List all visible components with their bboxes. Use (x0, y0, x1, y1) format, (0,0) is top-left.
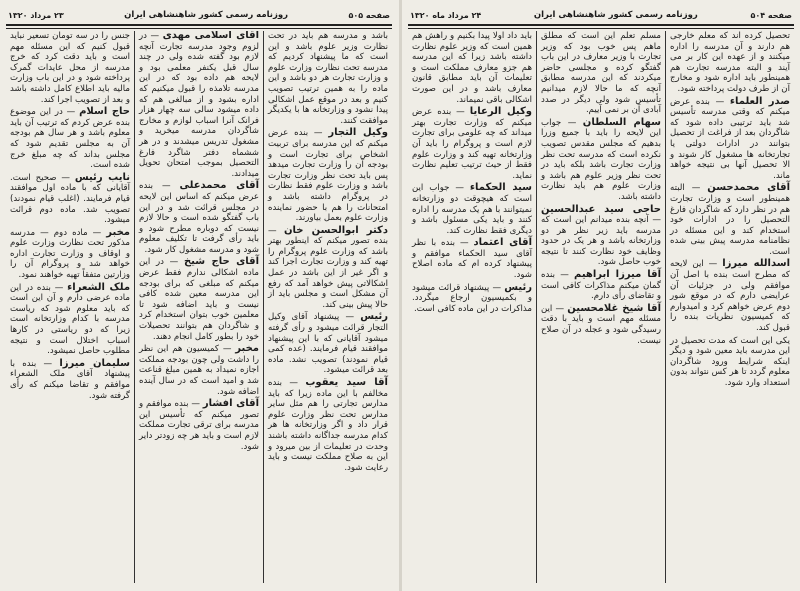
speaker-heading: سلیمان میرزا (59, 357, 131, 369)
paragraph-text: — بنده عرض میکنم که اساس این لایحه در مجلس قرائت شد و در این باب گفتگو شده است و حالا لازم نیست که دوباره مطرح شود و باید رأی گرفت تا تکلیف معلوم شود و مدرسه مشغول کار شود. (139, 181, 259, 255)
paragraph (10, 31, 130, 105)
paragraph-text: — بنده با پیشنهاد آقای ملک الشعراء موافقم و تقاضا میکنم که رأی گرفته شود. (10, 358, 130, 401)
speaker-heading: آقای محمدحسن (707, 182, 791, 194)
left-page (0, 0, 398, 591)
paragraph-text: — بنده عرض میکنم که وقتی مدرسه تأسیس شد باید ترتیبی داده شود که شاگردان بعد از فراغت از تحصیل بتوانند در ادارات دولتی یا تجارتخانه ها مشغول کار شوند و الا تحصیل آنها بی نتیجه خواهد ماند. (670, 96, 790, 181)
paragraph-text: — کمیسیون هم این نظر را داشت ولی چون بودجه مملکت اجازه نمیداد به همین مبلغ قناعت شد و امید است که در سال آینده اضافه شود. (139, 344, 259, 397)
paragraph-text: — ماده دوم — مدرسه مذکور تحت نظارت وزارت علوم و اوقاف و وزارت تجارت اداره خواهد شد و پروگرام آن را وزارتین متفقاً تهیه خواهند نمود. (10, 227, 130, 281)
paragraph-text: باشد و مدرسه هم باید در تحت نظارت وزیر علوم باشد و این است که ما پیشنهاد کردیم که مدرسه تحت نظارت وزارت علوم و وزارت تجارت هر دو باشد و این ماده را به همین ترتیب تصویب کنیم و بعد در موقع عمل اشکالی پیدا نشود و وزارتخانه ها با یکدیگر موافقت کنند. (268, 31, 388, 126)
paragraph-text: — جواب این لایحه را باید با جمیع وزرا بدهیم که مجلس مقدس تصویب نکرده است که مدرسه تحت نظر وزارت تجارت باشد بلکه باید در تحت نظر وزیر علوم هم باشد و وزارت علوم هم باید نظارت داشته باشد. (541, 117, 661, 202)
paragraph-text: — بنده در این ماده عرضی دارم و آن این است که باید معلوم شود که ریاست مدرسه با کدام وزارتخانه است زیرا که دو ریاستی در کارها اسباب اختلال است و نتیجه مطلوب حاصل نمیشود. (10, 282, 130, 357)
speaker-heading: آقا شیخ غلامحسین (567, 302, 661, 314)
speaker-heading: سید الحکماء (469, 182, 533, 194)
paragraph (541, 304, 661, 346)
page-date: ۲۳ مرداد ۱۳۲۰ (8, 10, 64, 20)
paragraph (10, 173, 130, 226)
speaker-heading: وکیل الرعایا (469, 106, 532, 118)
columns (408, 31, 794, 583)
paragraph (268, 31, 388, 126)
text-column (408, 31, 536, 583)
paragraph (412, 107, 532, 181)
speaker-heading: آقا سید یعقوب (305, 377, 388, 388)
paragraph-text: — پیشنهاد قرائت میشود و بکمیسیون ارجاع میگردد. مذاکرات در این ماده کافی است. (412, 282, 532, 314)
speaker-heading: مخبر (106, 226, 130, 238)
paragraph (670, 336, 790, 389)
speaker-heading: حاج اسلام (79, 106, 130, 118)
paragraph (412, 183, 532, 236)
paragraph-text: — بنده عرض میکنم که وزارت تجارت بهتر میداند که چه علومی برای تجارت لازم است و پروگرام را باید آن وزارتخانه تهیه کند و وزارت علوم فقط از حیث ترتیب تعلیم نظارت نماید. (412, 107, 532, 181)
speaker-heading: رئیس (360, 311, 389, 323)
paragraph (268, 378, 388, 473)
paragraph-text: — بنده تصور میکنم که اینطور بهتر باشد که وزارت علوم پروگرام را تهیه کند و وزارت تجارت اجرا کند و اگر غیر از این باشد در عمل اشکالاتی پیش خواهد آمد که رفع آن مشکل است و مجلس باید از حالا پیش بینی کند. (268, 225, 388, 310)
right-page (402, 0, 800, 591)
paragraph (10, 228, 130, 281)
page-number: صفحه ۵۰۴ (750, 10, 792, 20)
paragraph-text: باید داد اولا پیدا بکنیم و راهش هم همین است که وزیر علوم نظارت داشته باشد زیرا که این مدرسه هم جزو معارف مملکت است و تعلیمات آن باید مطابق قانون معارف باشد و در این صورت اشکالی باقی نمیماند. (412, 31, 532, 105)
paragraph-text: — پیشنهاد آقای وکیل التجار قرائت میشود و رأی گرفته میشود آقایانی که با این پیشنهاد موافقند قیام فرمایند. (عده کمی قیام نمودند) تصویب نشد. ماده بعد قرائت میشود. (268, 312, 388, 376)
speaker-heading: سهام السلطان (582, 116, 661, 128)
header-rule (6, 24, 392, 29)
newspaper-title: روزنامه رسمی کشور شاهنشاهی ایران (533, 10, 698, 20)
speaker-heading: اسدالله میرزا (722, 258, 791, 270)
page-number: صفحه ۵۰۵ (348, 10, 390, 20)
paragraph (412, 238, 532, 280)
paragraph-text: جنس را در سه تومان تسعیر نباید قبول کنیم که این مسئله مهم است و باید دقت کرد که خرج مدرسه از محل عایدات گمرک پرداخته شود و در این باب وزارت مالیه باید اطلاع کامل داشته باشد و بعد از تصویب اجرا کند. (10, 31, 130, 105)
paragraph (670, 259, 790, 333)
speaker-heading: آقای اسلامی مهدی (162, 31, 259, 41)
columns (6, 31, 392, 583)
page-header (8, 8, 390, 22)
header-rule (408, 24, 794, 29)
paragraph (139, 399, 259, 452)
paragraph-text: یکی این است که مدت تحصیل در این مدرسه باید معین شود و دیگر اینکه شرایط ورود شاگردان معلوم گردد تا هر کس نتواند بدون استعداد وارد شود. (670, 335, 790, 388)
text-column (536, 31, 665, 583)
paragraph-text: — بنده با نظر آقای سید الحکماء موافقم و پیشنهاد کرده ام که ماده اصلاح شود. (412, 238, 532, 281)
paragraph (670, 97, 790, 182)
paragraph-text: — صحیح است. آقایانی که با ماده اول موافقند قیام فرمایند. (اغلب قیام نمودند) تصویب شد. ماده دوم قرائت میشود. (10, 172, 130, 226)
paragraph-text: تحصیل کرده اند که معلم خارجی هم دارند و آن مدرسه را اداره میکنند و از عهده این کار بر می آیند و البته مدرسه تجارت هم همینطور باید اداره شود و مخارج آن از طرف دولت پرداخته شود. (670, 31, 790, 94)
speaker-heading: مخبر (235, 343, 259, 355)
paragraph (541, 270, 661, 302)
paragraph-text: — آنچه بنده میدانم این است که مدرسه باید زیر نظر هر دو وزارتخانه باشد و هر یک در حدود وظایف خود نظارت کنند تا نتیجه خوب حاصل شود. (541, 215, 661, 268)
speaker-heading: آقای محمدعلی (179, 180, 259, 192)
speaker-heading: آقا میرزا ابراهیم (574, 269, 661, 281)
newspaper-title: روزنامه رسمی کشور شاهنشاهی ایران (124, 10, 289, 20)
paragraph (670, 183, 790, 257)
paragraph (670, 31, 790, 95)
paragraph (412, 31, 532, 105)
speaker-heading: آقای افشار (202, 398, 260, 410)
page-spine (399, 0, 402, 591)
paragraph (10, 283, 130, 357)
speaker-heading: آقای اعتماد (473, 237, 533, 249)
page-date: ۲۴ مرداد ماه ۱۳۲۰ (410, 10, 482, 20)
speaker-heading: وکیل التجار (328, 127, 388, 139)
paragraph (139, 344, 259, 397)
paragraph (139, 181, 259, 255)
paragraph-text: — بنده عرض میکنم که این مدرسه برای تربیت اشخاص برای تجارت است و بودجه آن را وزارت تجارت میدهد پس باید تحت نظر وزارت تجارت باشد و وزارت علوم فقط نظارت در پروگرام داشته باشد و امتحانات را هم با حضور نماینده وزارت علوم بعمل بیاورند. (268, 128, 388, 224)
paragraph-text: — بنده گمان میکنم مذاکرات کافی است و تقاضای رأی دارم. (541, 270, 661, 302)
paragraph-text: — جواب این است که هیچوقت دو وزارتخانه نمیتوانند با هم یک مدرسه را اداره کنند و باید یکی مسئول باشد و دیگری فقط نظارت کند. (412, 183, 532, 236)
paragraph (541, 118, 661, 203)
speaker-heading: دکتر ابوالحسن خان (283, 224, 389, 236)
speaker-heading: صدر العلماء (729, 95, 790, 107)
paragraph-text: — این لایحه که مطرح است بنده با اصل آن موافقم ولی در جزئیات آن عرایضی دارم که در موقع شور دوم عرض خواهم کرد و امیدوارم که کمیسیون نظریات بنده را قبول کند. (670, 259, 790, 334)
page-header (410, 8, 792, 22)
text-column (134, 31, 263, 583)
paragraph (541, 31, 661, 116)
paragraph (412, 283, 532, 315)
speaker-heading: رئیس (504, 281, 533, 293)
text-column (665, 31, 794, 583)
paragraph (268, 312, 388, 376)
paragraph (268, 128, 388, 223)
paragraph-text: — در لزوم وجود مدرسه تجارت آنچه لازم بود گفته شده ولی در چند سال قبل یکنفر معلمی بود و لایحه هم داده بود که در این مدرسه تلامذه را قبول میکنیم که اداره بشود و از مبالغی هم که داده میشود سالی سه چهار هزار فرانک آنرا اسباب لوازم و مخارج شاگردان مدرسه میخرید و مشغول تدریس میشدند و در هر ششماه دفتر شاگرد فارغ التحصیل بموجب امتحان تحویل میدادند. (139, 31, 259, 179)
paragraph (139, 31, 259, 179)
paragraph-text: — این مسئله مهم است و باید با دقت رسیدگی شود و عجله در آن صلاح نیست. (541, 303, 661, 346)
paragraph-text: — بنده موافقم و تصور میکنم که تأسیس این مدرسه برای ترقی تجارت مملکت لازم است و باید هر چه زودتر دایر شود. (139, 399, 259, 452)
paragraph (268, 226, 388, 311)
paragraph (10, 107, 130, 171)
paragraph-text: — بنده مخالفم با این ماده زیرا که باید مدارس تجارتی را هم مثل سایر مدارس تحت نظر وزارت علوم قرار داد و اگر وزارتخانه ها هر کدام مدرسه جداگانه داشته باشند وحدت در تعلیمات از بین میرود و این به صلاح مملکت نیست و باید رعایت شود. (268, 378, 388, 473)
paragraph-text: — در این موضوع بنده عرض کردم که ترتیب آن باید معلوم باشد و هر سال هم بودجه آن به مجلس تقدیم شود که مجلس بداند که چه مبلغ خرج شده است. (10, 107, 130, 171)
text-column (263, 31, 392, 583)
paragraph (541, 205, 661, 269)
paragraph-text: — در این ماده اشکالی ندارم فقط عرض میکنم که مبلغی که برای بودجه این مدرسه معین شده کافی نیست و باید اضافه شود تا معلمین خوب بتوان استخدام کرد و شاگردان هم بتوانند تحصیلات خود را بطور کامل انجام دهند. (139, 257, 259, 342)
text-column (6, 31, 134, 583)
speaker-heading: نایب رئیس (74, 171, 131, 183)
paragraph (10, 359, 130, 401)
paragraph-text: — البته همینطور است و وزارت تجارت هم در نظر دارد که شاگردان فارغ التحصیل را در ادارات خود استخدام کند و این مسئله در نظامنامه مدرسه پیش بینی شده است. (670, 183, 790, 257)
speaker-heading: حاجی سید عبدالحسین (541, 203, 661, 215)
speaker-heading: ملک الشعراء (67, 281, 131, 293)
paragraph (139, 257, 259, 342)
paragraph-text: مسلم تعلم این است که مطلق ماهم پس خوب بود که وزیر تجارت با وزیر معارف در این باب گفتگو کرده و مجلسی حاضر میکردند که این مدرسه مطابق آنچه که ما حالا لازم میدانیم تأسیس شود ولی دیگر در صدد آبادی آن بر نمی آییم. (541, 31, 661, 116)
speaker-heading: آقای حاج شیخ (183, 256, 260, 268)
